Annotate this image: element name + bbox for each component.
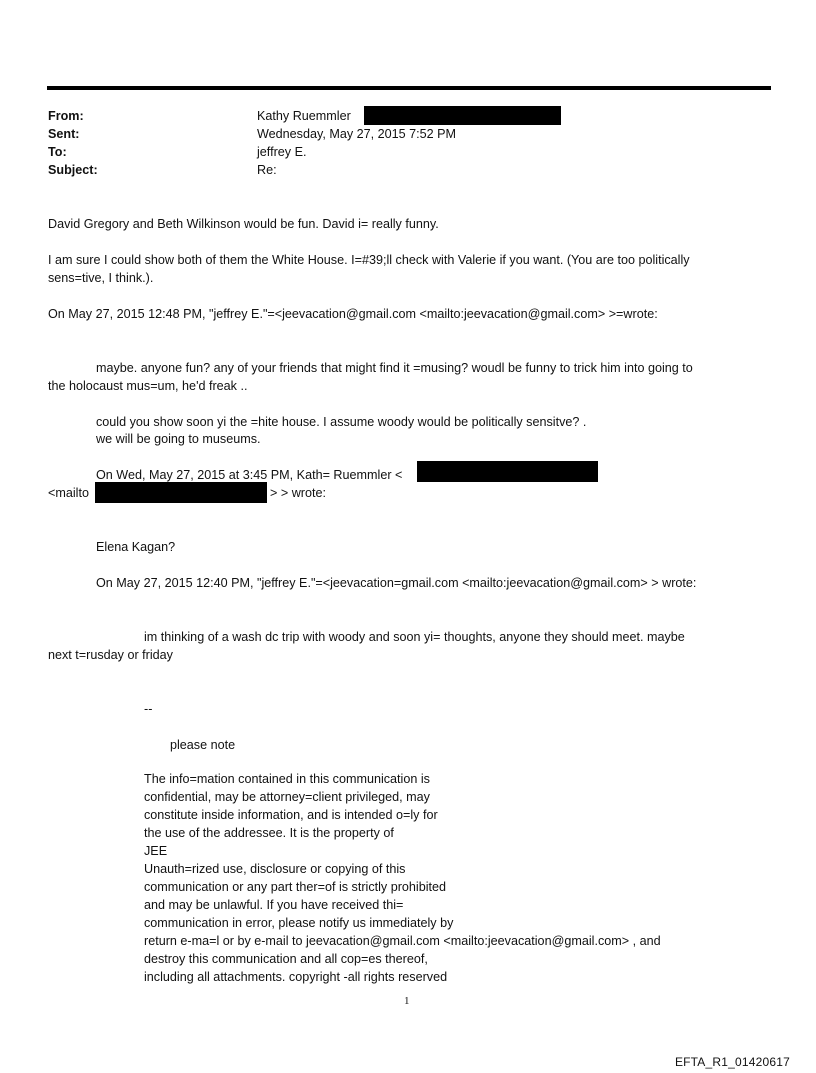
quote-header: On May 27, 2015 12:40 PM, "jeffrey E."=<jeevacation=gmail.com <mailto:jeevacation@gmail.com> > wrote: (96, 576, 697, 590)
document-id: EFTA_R1_01420617 (674, 1055, 790, 1069)
quote-header: > > wrote: (270, 486, 327, 500)
subject-value: Re: (257, 163, 277, 177)
signature-note: please note (170, 738, 236, 752)
signature-dash: -- (144, 702, 153, 716)
sent-label: Sent: (48, 127, 80, 141)
quoted-text: we will be going to museums. (96, 432, 261, 446)
body-paragraph: David Gregory and Beth Wilkinson would be fun. David i= really funny. (48, 217, 439, 231)
redaction-bar (364, 106, 561, 125)
quote-header: On Wed, May 27, 2015 at 3:45 PM, Kath= Ruemmler < (96, 468, 403, 482)
from-label: From: (48, 109, 84, 123)
quoted-text: Elena Kagan? (96, 540, 176, 554)
disclaimer-line: and may be unlawful. If you have received thi= (144, 898, 404, 912)
to-value: jeffrey E. (257, 145, 307, 159)
quoted-text: next t=rusday or friday (48, 648, 173, 662)
quote-header: <mailto (48, 486, 89, 500)
disclaimer-line: the use of the addressee. It is the property of (144, 826, 394, 840)
disclaimer-line: confidential, may be attorney=client privileged, may (144, 790, 430, 804)
quoted-text: could you show soon yi the =hite house. I assume woody would be politically sensitve? . (96, 415, 587, 429)
page-number: 1 (404, 995, 410, 1007)
body-paragraph: sens=tive, I think.). (48, 271, 154, 285)
quoted-text: the holocaust mus=um, he'd freak .. (48, 379, 248, 393)
disclaimer-line: communication in error, please notify us immediately by (144, 916, 454, 930)
quoted-text: im thinking of a wash dc trip with woody and soon yi= thoughts, anyone they should meet. maybe (144, 630, 685, 644)
header-rule (47, 86, 771, 90)
disclaimer-line: destroy this communication and all cop=es thereof, (144, 952, 428, 966)
disclaimer-line: constitute inside information, and is intended o=ly for (144, 808, 438, 822)
quoted-text: maybe. anyone fun? any of your friends that might find it =musing? woudl be funny to trick him into going to (96, 361, 693, 375)
from-value: Kathy Ruemmler (257, 109, 351, 123)
to-label: To: (48, 145, 67, 159)
subject-label: Subject: (48, 163, 98, 177)
disclaimer-line: including all attachments. copyright -all rights reserved (144, 970, 448, 984)
disclaimer-line: return e-ma=l or by e-mail to jeevacation@gmail.com <mailto:jeevacation@gmail.com> , and (144, 934, 661, 948)
redaction-bar (417, 461, 598, 482)
sent-value: Wednesday, May 27, 2015 7:52 PM (257, 127, 457, 141)
disclaimer-line: communication or any part ther=of is strictly prohibited (144, 880, 447, 894)
disclaimer-line: Unauth=rized use, disclosure or copying of this (144, 862, 406, 876)
disclaimer-line: JEE (144, 844, 168, 858)
body-paragraph: I am sure I could show both of them the White House. I=#39;ll check with Valerie if you want. (You are too politically (48, 253, 690, 267)
redaction-bar (95, 482, 267, 503)
quote-header: On May 27, 2015 12:48 PM, "jeffrey E."=<jeevacation@gmail.com <mailto:jeevacation@gmail.com> >=wrote: (48, 307, 658, 321)
disclaimer-line: The info=mation contained in this communication is (144, 772, 430, 786)
